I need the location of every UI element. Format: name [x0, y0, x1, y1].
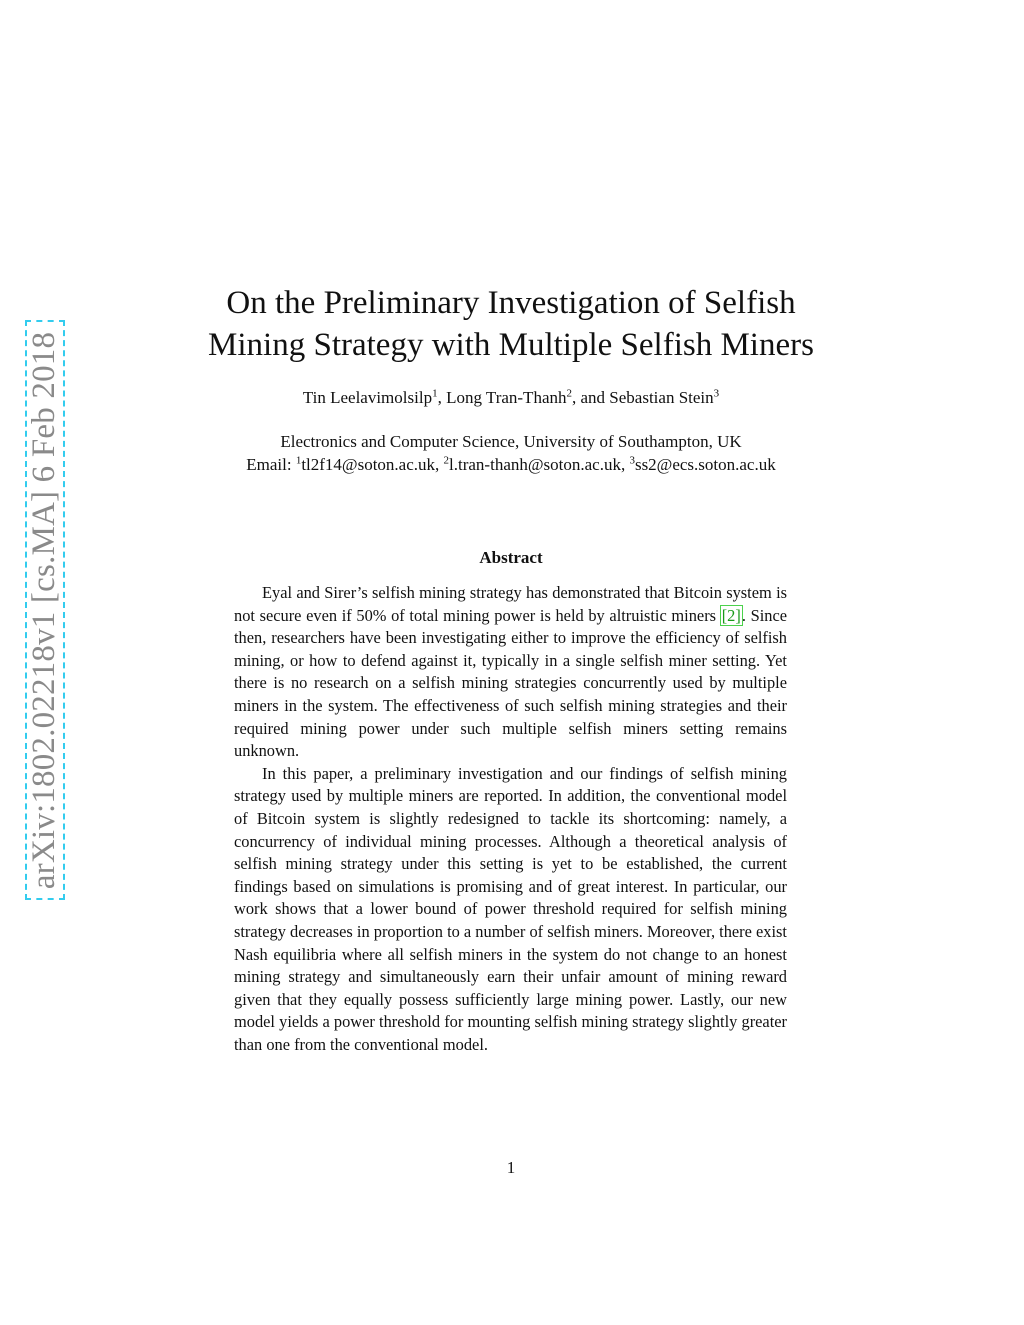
- author-list: [150, 388, 872, 408]
- email-mark: 1: [295, 454, 302, 467]
- affiliation-line: Electronics and Computer Science, University of Southampton, UK: [280, 432, 742, 451]
- arxiv-identifier-stamp[interactable]: [25, 320, 65, 900]
- email-address: ss2@ecs.soton.ac.uk: [634, 455, 776, 474]
- abstract-text: . Since then, researchers have been investigating either to improve the efficiency of selfish mining, or how to defend against it, typically in a single selfish miner setting. Yet there is no research on a selfish mining strategies concurrently used by multiple miners in the system. The effectiveness of such selfish mining strategies and their required mining power under such multiple selfish miners setting remains unknown.: [234, 605, 787, 761]
- email-mark: 2: [443, 454, 450, 467]
- citation-link[interactable]: [2]: [721, 605, 741, 625]
- abstract-body: [234, 582, 787, 1056]
- author-separator: ,: [437, 388, 447, 407]
- paper-title-line-2: Mining Strategy with Multiple Selfish Miners: [208, 327, 814, 363]
- email-address: l.tran-thanh@soton.ac.uk: [449, 455, 621, 474]
- arxiv-identifier-text: arXiv:1802.02218v1 [cs.MA] 6 Feb 2018: [26, 331, 63, 889]
- abstract-paragraph-2: In this paper, a preliminary investigation and our findings of selfish mining strategy used by multiple miners are reported. In addition, the conventional model of Bitcoin system is slightly redesigned to tackle its shortcoming: namely, a concurrency of individual mining processes. Although a theoretical analysis of selfish mining strategy under this setting is yet to be established, the current findings based on simulations is promising and of great interest. In particular, our work shows that a lower bound of power threshold required for selfish mining strategy decreases in proportion to a number of selfish miners. Moreover, there exist Nash equilibria where all selfish miners in the system do not change to an honest mining strategy and simultaneously earn their unfair amount of mining reward given that they equally possess sufficiently large mining power. Lastly, our new model yields a power threshold for mounting selfish mining strategy slightly greater than one from the conventional model.: [234, 763, 787, 1054]
- affiliation-block: [150, 430, 872, 476]
- email-label: Email:: [246, 455, 296, 474]
- paper-title: [150, 282, 872, 366]
- abstract-text: Eyal and Sirer’s selfish mining strategy has demonstrated that Bitcoin system is not secure even if 50% of total mining power is held by altruistic miners: [234, 583, 787, 625]
- author-name: Tin Leelavimolsilp: [302, 388, 433, 407]
- author-name: Long Tran-Thanh: [446, 388, 567, 407]
- email-separator: ,: [620, 455, 630, 474]
- page-number: 1: [506, 1158, 516, 1177]
- author-affiliation-mark: 3: [713, 387, 720, 400]
- email-address: tl2f14@soton.ac.uk: [301, 455, 436, 474]
- abstract-heading: Abstract: [479, 548, 543, 567]
- author-name: Sebastian Stein: [609, 388, 714, 407]
- paper-title-line-1: On the Preliminary Investigation of Selfish: [226, 285, 796, 321]
- abstract-paragraph-1: [234, 582, 787, 763]
- email-line: [150, 453, 872, 476]
- author-separator: , and: [572, 388, 610, 407]
- email-separator: ,: [435, 455, 444, 474]
- author-affiliation-mark: 2: [566, 387, 572, 400]
- author-affiliation-mark: 1: [432, 387, 438, 400]
- email-mark: 3: [629, 454, 635, 467]
